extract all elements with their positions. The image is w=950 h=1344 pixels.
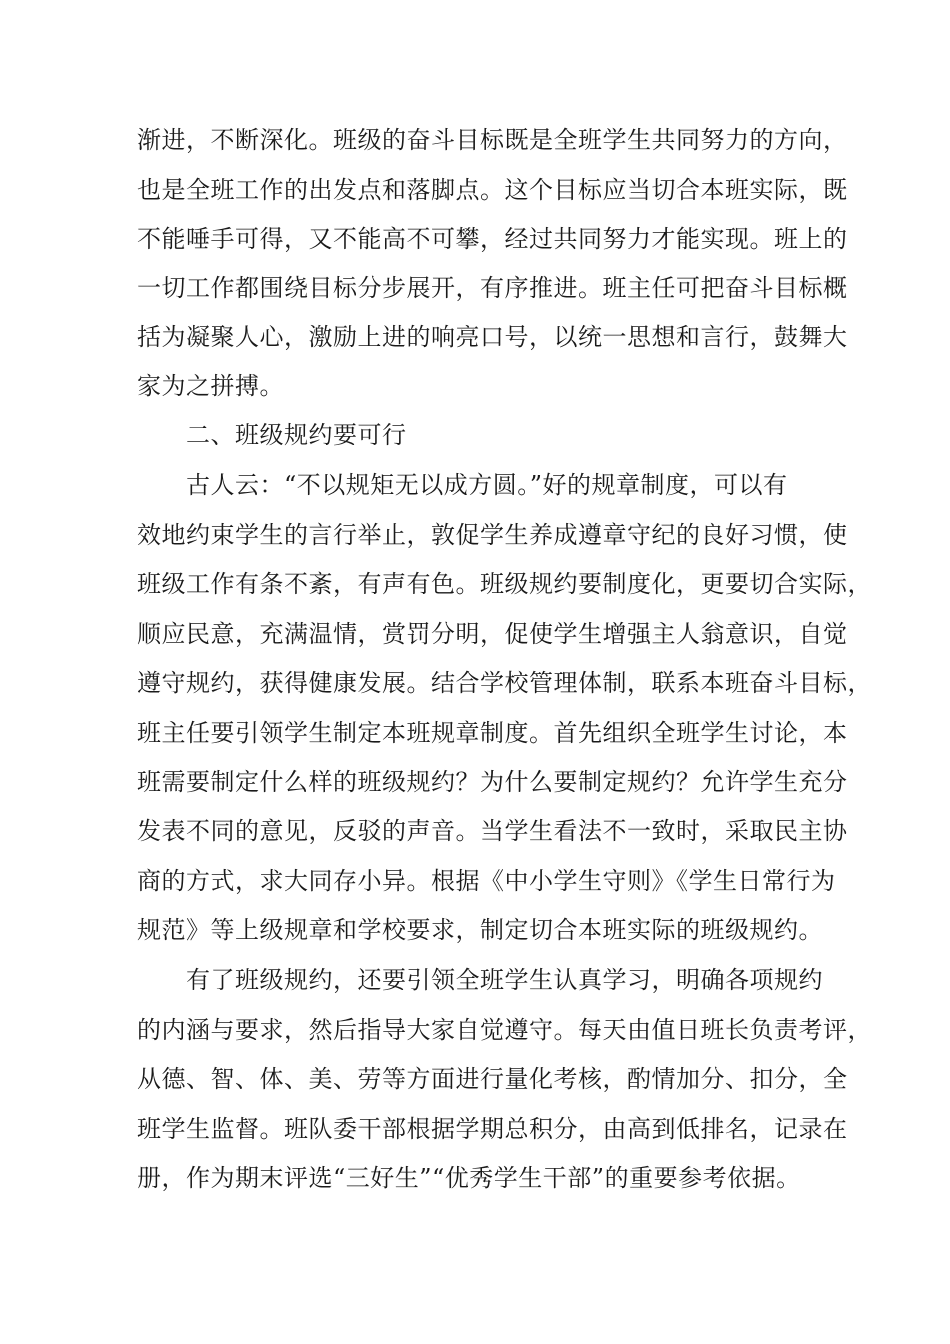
text-line: 渐进，不断深化。班级的奋斗目标既是全班学生共同努力的方向， — [137, 126, 848, 154]
text-line: 规范》等上级规章和学校要求，制定切合本班实际的班级规约。 — [137, 916, 823, 944]
text-line: 也是全班工作的出发点和落脚点。这个目标应当切合本班实际，既 — [137, 176, 848, 204]
text-line: 班主任要引领学生制定本班规章制度。首先组织全班学生讨论，本 — [137, 719, 848, 747]
text-line: 商的方式，求大同存小异。根据《中小学生守则》《学生日常行为 — [137, 867, 836, 895]
text-line: 班需要制定什么样的班级规约？为什么要制定规约？允许学生充分 — [137, 768, 848, 796]
text-line: 班学生监督。班队委干部根据学期总积分，由高到低排名，记录在 — [137, 1115, 848, 1143]
text-line: 不能唾手可得，又不能高不可攀，经过共同努力才能实现。班上的 — [137, 225, 848, 253]
text-line: 家为之拼搏。 — [137, 372, 284, 400]
section-heading: 二、班级规约要可行 — [186, 421, 407, 449]
text-line: 顺应民意，充满温情，赏罚分明，促使学生增强主人翁意识，自觉 — [137, 620, 848, 648]
text-line: 从德、智、体、美、劳等方面进行量化考核，酌情加分、扣分，全 — [137, 1065, 848, 1093]
text-line: 古人云：“不以规矩无以成方圆。”好的规章制度，可以有 — [186, 471, 788, 499]
text-line: 册，作为期末评选“三好生”“优秀学生干部”的重要参考依据。 — [137, 1164, 801, 1192]
text-line: 发表不同的意见，反驳的声音。当学生看法不一致时，采取民主协 — [137, 817, 848, 845]
text-line: 括为凝聚人心，激励上进的响亮口号，以统一思想和言行，鼓舞大 — [137, 323, 848, 351]
text-line: 的内涵与要求，然后指导大家自觉遵守。每天由值日班长负责考评， — [137, 1016, 872, 1044]
text-line: 遵守规约，获得健康发展。结合学校管理体制，联系本班奋斗目标， — [137, 669, 872, 697]
text-line: 班级工作有条不紊，有声有色。班级规约要制度化，更要切合实际， — [137, 570, 872, 598]
text-line: 效地约束学生的言行举止，敦促学生养成遵章守纪的良好习惯，使 — [137, 521, 848, 549]
text-line: 有了班级规约，还要引领全班学生认真学习，明确各项规约 — [186, 966, 823, 994]
text-line: 一切工作都围绕目标分步展开，有序推进。班主任可把奋斗目标概 — [137, 274, 848, 302]
